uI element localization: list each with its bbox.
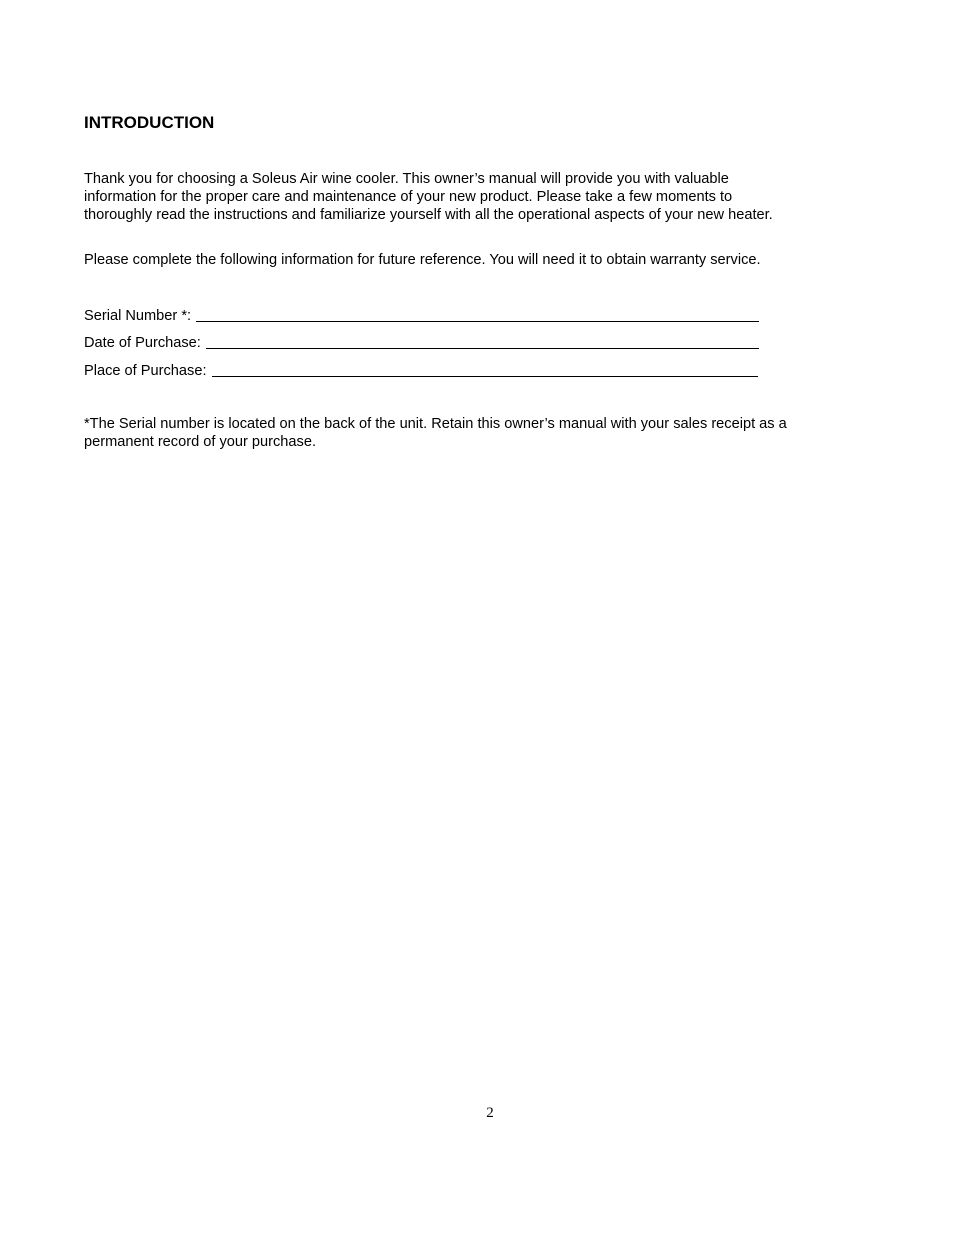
intro-line: information for the proper care and maintenance of your new product. Please take a few moments to	[84, 189, 733, 205]
serial-number-row	[84, 305, 759, 325]
footnote-paragraph	[84, 415, 864, 451]
page-number: 2	[486, 1105, 494, 1121]
place-of-purchase-label: Place of Purchase:	[84, 363, 207, 379]
footnote-line: permanent record of your purchase.	[84, 434, 317, 450]
page-heading: INTRODUCTION	[84, 113, 215, 132]
reference-paragraph	[84, 251, 864, 269]
intro-paragraph	[84, 170, 864, 224]
date-of-purchase-blank	[206, 348, 759, 349]
intro-line: thoroughly read the instructions and familiarize yourself with all the operational aspects of your new heater.	[84, 207, 773, 223]
intro-line: Thank you for choosing a Soleus Air wine cooler. This owner’s manual will provide you with valuable	[84, 171, 729, 187]
serial-number-label: Serial Number *:	[84, 308, 192, 324]
serial-number-blank	[196, 321, 759, 322]
reference-line: Please complete the following information for future reference. You will need it to obtain warranty service.	[84, 252, 761, 268]
place-of-purchase-blank	[212, 376, 758, 377]
date-of-purchase-label: Date of Purchase:	[84, 335, 201, 351]
date-of-purchase-row	[84, 332, 759, 352]
footnote-line: *The Serial number is located on the back of the unit. Retain this owner’s manual with your sales receipt as a	[84, 416, 787, 432]
place-of-purchase-row	[84, 360, 758, 380]
